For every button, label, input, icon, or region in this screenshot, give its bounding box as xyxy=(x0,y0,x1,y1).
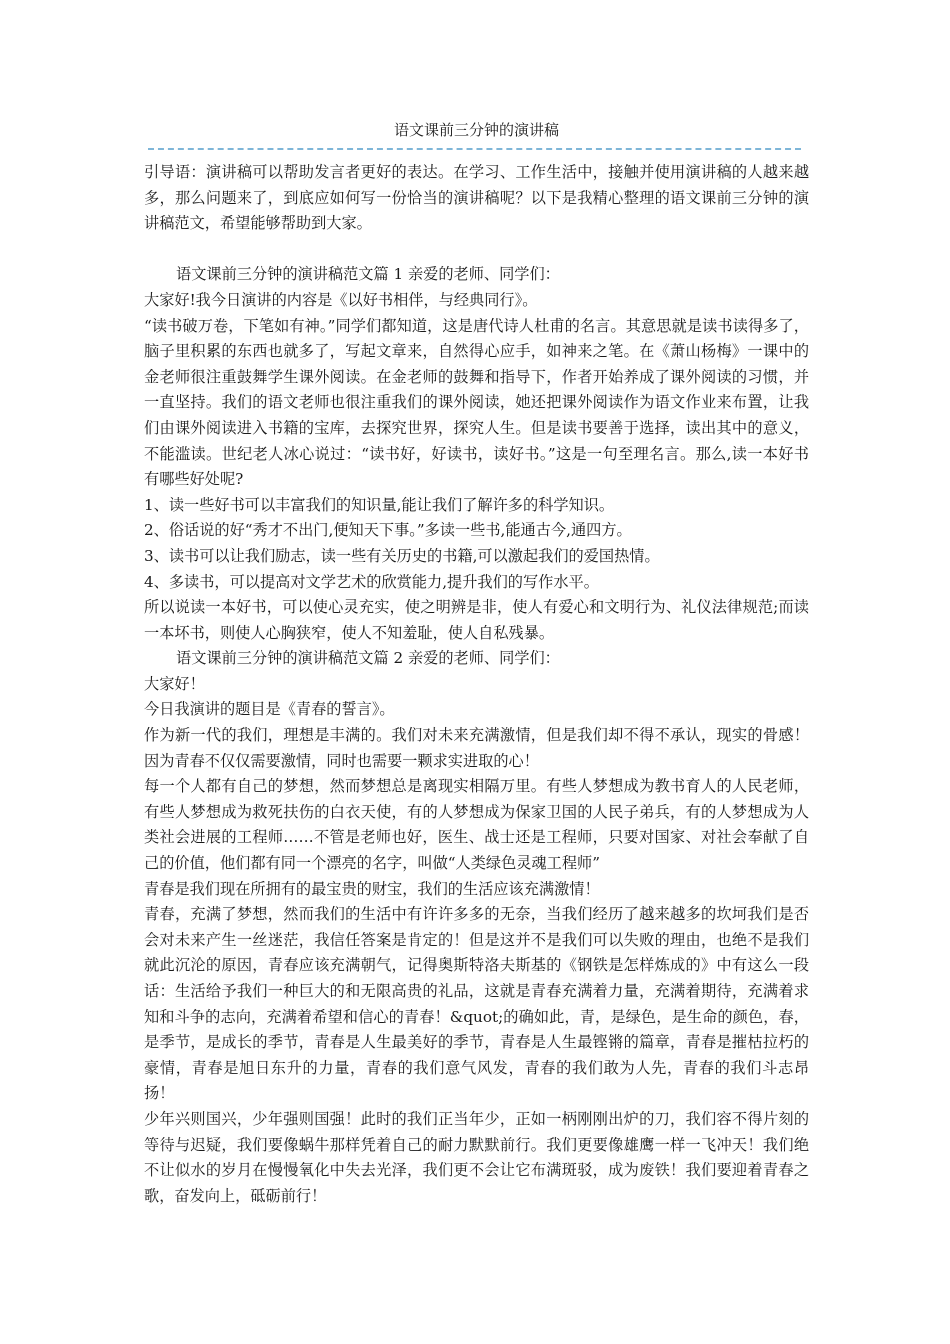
essay2-paragraph: 青春，充满了梦想，然而我们的生活中有许许多多的无奈，当我们经历了越来越多的坎坷我们是否会对未来产生一丝迷茫，我信任答案是肯定的！但是这并不是我们可以失败的理由，也绝不是我们就此沉沦的原因，青春应该充满朝气，记得奥斯特洛夫斯基的《钢铁是怎样炼成的》中有这么一段话：生活给予我们一种巨大的和无限高贵的礼品，这就是青春充满着力量，充满着期待，充满着求知和斗争的志向，充满着希望和信心的青春！&quot;的确如此，青，是绿色，是生命的颜色，春，是季节，是成长的季节，青春是人生最美好的季节，青春是人生最铿锵的篇章，青春是摧枯拉朽的豪情，青春是旭日东升的力量，青春的我们意气风发，青春的我们敢为人先，青春的我们斗志昂扬！ xyxy=(144,905,809,1103)
essay1-paragraph: “读书破万卷，下笔如有神。”同学们都知道，这是唐代诗人杜甫的名言。其意思就是读书读得多了，脑子里积累的东西也就多了，写起文章来，自然得心应手，如神来之笔。在《萧山杨梅》一课中的金老师很注重鼓舞学生课外阅读。在金老师的鼓舞和指导下，作者开始养成了课外阅读的习惯，并一直坚持。我们的语文老师也很注重我们的课外阅读，她还把课外阅读作为语文作业来布置，让我们由课外阅读进入书籍的宝库，去探究世界，探究人生。但是读书要善于选择，读出其中的意义，不能滥读。世纪老人冰心说过：“读书好，好读书，读好书。”这是一句至理名言。那么,读一本好书有哪些好处呢? xyxy=(144,316,809,489)
document-page xyxy=(144,118,809,1209)
essay2-paragraph: 每一个人都有自己的梦想，然而梦想总是离现实相隔万里。有些人梦想成为教书育人的人民老师，有些人梦想成为救死扶伤的白衣天使，有的人梦想成为保家卫国的人民子弟兵，有的人梦想成为人类社会进展的工程师……不管是老师也好，医生、战士还是工程师，只要对国家、对社会奉献了自己的价值，他们都有同一个漂亮的名字，叫做“人类绿色灵魂工程师” xyxy=(144,777,809,873)
essay2-paragraph: 大家好！ xyxy=(144,674,205,693)
essay1-list-item: 4、多读书，可以提高对文学艺术的欣赏能力,提升我们的写作水平。 xyxy=(144,572,599,591)
essay2-paragraph: 青春是我们现在所拥有的最宝贵的财宝，我们的生活应该充满激情！ xyxy=(144,879,600,898)
essay2-paragraph: 今日我演讲的题目是《青春的誓言》。 xyxy=(144,700,395,719)
essay1-paragraph: 大家好!我今日演讲的内容是《以好书相伴，与经典同行》。 xyxy=(144,290,538,309)
intro-paragraph: 引导语：演讲稿可以帮助发言者更好的表达。在学习、工作生活中，接触并使用演讲稿的人越来越多，那么问题来了，到底应如何写一份恰当的演讲稿呢？以下是我精心整理的语文课前三分钟的演讲稿范文，希望能够帮助到大家。 xyxy=(144,163,809,233)
document-title: 语文课前三分钟的演讲稿 xyxy=(393,121,559,139)
essay1-list-item: 1、读一些好书可以丰富我们的知识量,能让我们了解许多的科学知识。 xyxy=(144,495,615,514)
essay2-paragraph: 作为新一代的我们，理想是丰满的。我们对未来充满激情，但是我们却不得不承认，现实的骨感！因为青春不仅仅需要激情，同时也需要一颗求实进取的心！ xyxy=(144,726,809,770)
essay1-paragraph: 所以说读一本好书，可以使心灵充实，使之明辨是非，使人有爱心和文明行为、礼仪法律规范;而读一本坏书，则使人心胸狭窄，使人不知羞耻，使人自私残暴。 xyxy=(144,598,809,642)
essay2-paragraph: 少年兴则国兴，少年强则国强！此时的我们正当年少，正如一柄刚刚出炉的刀，我们容不得片刻的等待与迟疑，我们要像蜗牛那样凭着自己的耐力默默前行。我们更要像雄鹰一样一飞冲天！我们绝不让似水的岁月在慢慢氧化中失去光泽，我们更不会让它布满斑驳，成为废铁！我们要迎着青春之歌，奋发向上，砥砺前行！ xyxy=(144,1109,809,1205)
essay1-list-item: 2、俗话说的好“秀才不出门,便知天下事。”多读一些书,能通古今,通四方。 xyxy=(144,521,632,540)
essay1-heading: 语文课前三分钟的演讲稿范文篇 1 亲爱的老师、同学们： xyxy=(176,265,560,284)
essay1-list-item: 3、读书可以让我们励志，读一些有关历史的书籍,可以激起我们的爱国热情。 xyxy=(144,546,660,565)
essay2-heading: 语文课前三分钟的演讲稿范文篇 2 亲爱的老师、同学们： xyxy=(176,649,560,668)
